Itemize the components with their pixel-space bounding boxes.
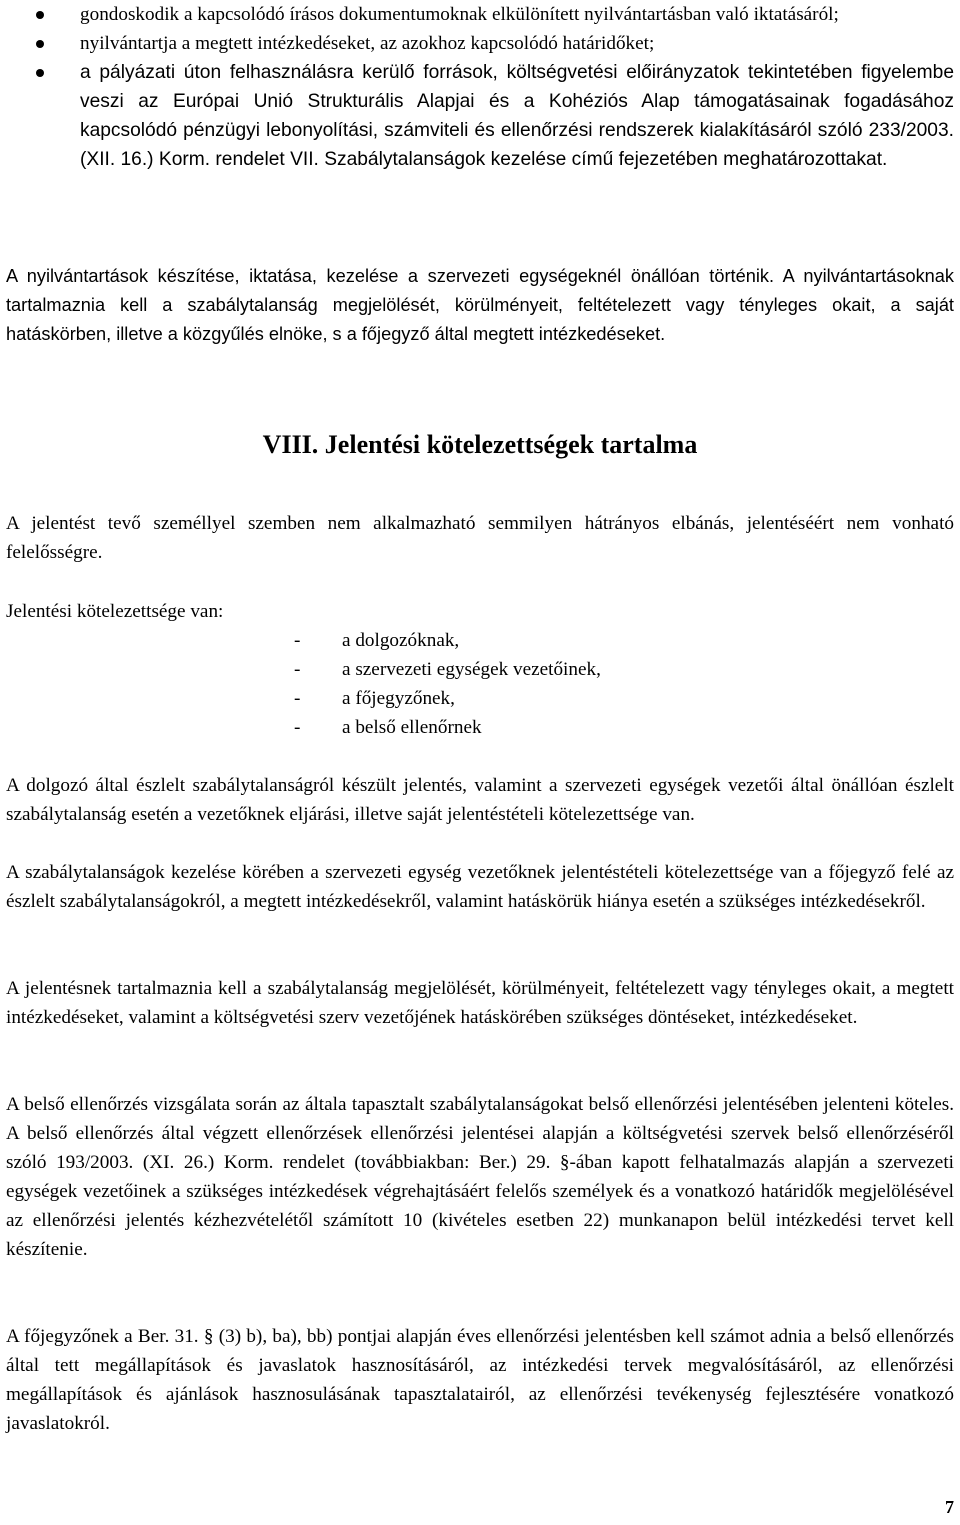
- paragraph-chief-notary: A főjegyzőnek a Ber. 31. § (3) b), ba), bb) pontjai alapján éves ellenőrzési jelentésben kell számot adnia a belső ellenőrzés által tett megállapítások és javaslatok hasznosításáról, az intézkedési tervek megvalósításáról, az ellenőrzési megállapítások és ajánlások hasznosulásának tapasztalatairól, az ellenőrzési tevékenység fejlesztésére vonatkozó javaslatokról.: [6, 1326, 954, 1434]
- list-item: gondoskodik a kapcsolódó írásos dokumentumoknak elkülönített nyilvántartásban való iktatásáról;: [6, 0, 954, 29]
- bullet-list: [6, 0, 954, 174]
- list-item: nyilvántartja a megtett intézkedéseket, az azokhoz kapcsolódó határidőket;: [6, 29, 954, 58]
- list-item: - a belső ellenőrnek: [294, 717, 482, 738]
- paragraph-managers: A szabálytalanságok kezelése körében a szervezeti egység vezetőknek jelentéstételi kötelezettsége van a főjegyző felé az észlelt szabálytalanságokról, a megtett intézkedésekről, valamint hatáskörük hiánya esetén a szükséges intézkedésekről.: [6, 862, 954, 912]
- paragraph-protection: A jelentést tevő személlyel szemben nem alkalmazható semmilyen hátrányos elbánás, jelentéséért nem vonható felelősségre.: [6, 513, 954, 563]
- section-heading: VIII. Jelentési kötelezettségek tartalma: [262, 430, 698, 459]
- bullet-icon: [36, 40, 44, 48]
- bullet-icon: [36, 11, 44, 19]
- paragraph-internal-audit: A belső ellenőrzés vizsgálata során az általa tapasztalt szabálytalanságokat belső ellenőrzési jelentésében jelenteni köteles. A belső ellenőrzés által végzett ellenőrzések ellenőrzési jelentései alapján a költségvetési szervek belső ellenőrzéséről szóló 193/2003. (XI. 26.) Korm. rendelet (továbbiakban: Ber.) 29. §-ában kapott felhatalmazás alapján a szervezeti egységek vezetőinek a szükséges intézkedések végrehajtásáért felelős személyek és a vonatkozó határidők megjelölésével az ellenőrzési jelentés kézhezvételétől számított 10 (kivételes esetben 22) munkanapon belül intézkedési tervet kell készítenie.: [6, 1094, 954, 1260]
- obligation-intro: Jelentési kötelezettsége van:: [6, 601, 224, 622]
- list-item: - a dolgozóknak,: [294, 630, 460, 651]
- paragraph-report-contents: A jelentésnek tartalmaznia kell a szabálytalanság megjelölését, körülményeit, feltételezett vagy tényleges okait, a megtett intézkedéseket, valamint a költségvetési szerv vezetőjének hatáskörében szükséges döntéseket, intézkedéseket.: [6, 978, 954, 1028]
- list-item: a pályázati úton felhasználásra kerülő források, költségvetési előirányzatok tekintetében figyelembe veszi az Európai Unió Strukturális Alapjai és a Kohéziós Alap támogatásainak fogadásához kapcsolódó pénzügyi lebonyolítási, számviteli és ellenőrzési rendszerek kialakításáról szóló 233/2003. (XII. 16.) Korm. rendelet VII. Szabálytalanságok kezelése című fejezetében meghatározottakat.: [6, 58, 954, 174]
- bullet-icon: [36, 69, 44, 77]
- page-number: 7: [945, 1497, 954, 1517]
- list-item: - a szervezeti egységek vezetőinek,: [294, 659, 601, 680]
- list-item: - a főjegyzőnek,: [294, 688, 455, 709]
- obligation-list: [294, 626, 934, 742]
- paragraph-employee-report: A dolgozó által észlelt szabálytalanságról készült jelentés, valamint a szervezeti egységek vezetői által önállóan észlelt szabálytalanság esetén a vezetőknek eljárási, illetve saját jelentéstételi kötelezettsége van.: [6, 775, 954, 825]
- paragraph-records: A nyilvántartások készítése, iktatása, kezelése a szervezeti egységeknél önállóan történik. A nyilvántartásoknak tartalmaznia kell a szabálytalanság megjelölését, körülményeit, feltételezett vagy tényleges okait, a saját hatáskörben, illetve a közgyűlés elnöke, s a főjegyző által megtett intézkedéseket.: [6, 266, 954, 344]
